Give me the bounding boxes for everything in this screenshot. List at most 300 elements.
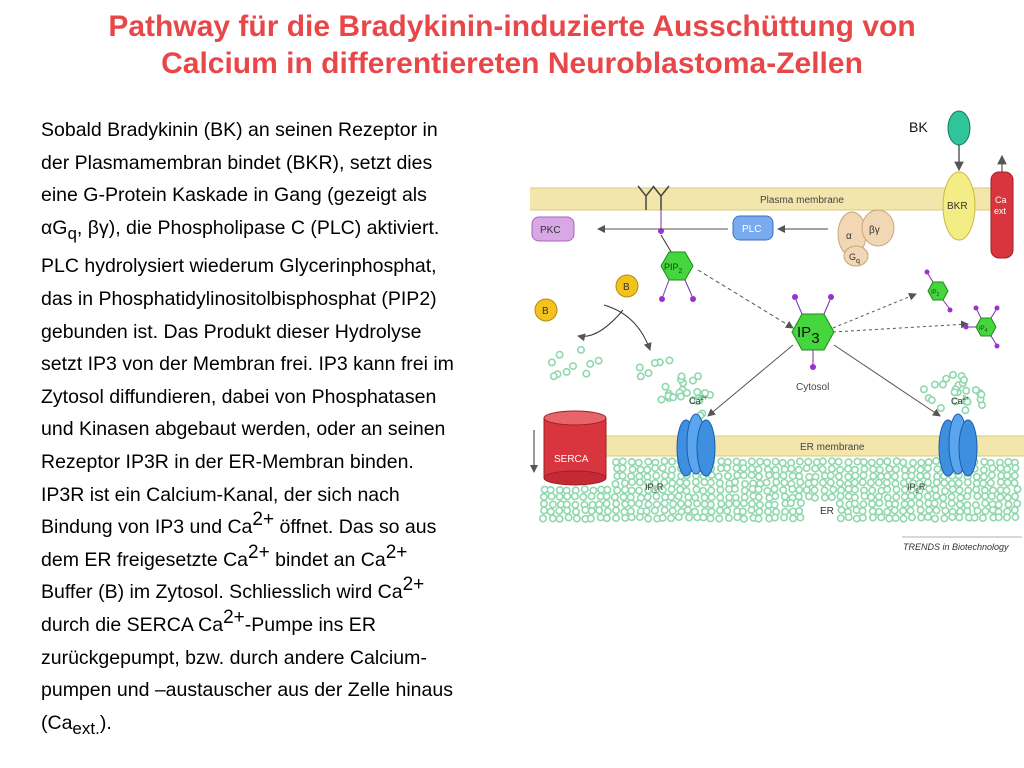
- calcium-ion-dot: [870, 466, 876, 472]
- plc-label: PLC: [742, 224, 762, 235]
- calcium-ion-dot: [845, 459, 851, 465]
- calcium-ion-dot: [1003, 487, 1009, 493]
- calcium-ion-dot: [835, 459, 841, 465]
- calcium-ion-dot: [718, 501, 724, 507]
- calcium-ion-dot: [869, 460, 875, 466]
- calcium-ion-dot: [763, 479, 769, 485]
- calcium-ion-dot: [859, 508, 865, 514]
- gq-subscript: q: [856, 258, 860, 265]
- calcium-ion-dot: [852, 500, 858, 506]
- calcium-ion-dot: [868, 494, 874, 500]
- calcium-ion-dot: [666, 357, 672, 363]
- calcium-ion-dot: [612, 481, 618, 487]
- calcium-ion-dot: [796, 493, 802, 499]
- calcium-ion-dot: [948, 494, 954, 500]
- text-line: setzt IP3 von der Membran frei. IP3 kann frei im: [41, 353, 454, 376]
- calcium-ion-dot: [540, 515, 546, 521]
- text-line: [41, 576, 531, 609]
- calcium-ion-dot: [603, 501, 609, 507]
- calcium-ion-dot: [854, 458, 860, 464]
- text-fragment: , βγ), die Phospholipase C (PLC) aktiviert.: [76, 216, 440, 239]
- calcium-ion-dot: [950, 372, 956, 378]
- slide-title: [0, 8, 1024, 82]
- serca-pump-icon: [544, 411, 606, 485]
- text-line: gebunden ist. Das Produkt dieser Hydrolyse: [41, 320, 422, 343]
- calcium-ion-dot: [942, 488, 948, 494]
- calcium-ion-dot: [547, 487, 553, 493]
- calcium-ion-dot: [869, 487, 875, 493]
- calcium-ion-dot: [978, 391, 984, 397]
- calcium-ion-dot: [931, 500, 937, 506]
- calcium-ion-dot: [811, 479, 817, 485]
- alpha-label: α: [846, 231, 852, 242]
- calcium-ion-dot: [837, 467, 843, 473]
- calcium-ion-dot: [908, 493, 914, 499]
- title-line-1: Pathway für die Bradykinin-induzierte Ausschüttung von: [108, 10, 916, 43]
- calcium-ion-dot: [566, 514, 572, 520]
- calcium-ion-dot: [860, 515, 866, 521]
- calcium-ion-dot: [820, 480, 826, 486]
- calcium-ion-dot: [677, 486, 683, 492]
- text-line: der Plasmamembran bindet (BKR), setzt dies: [41, 151, 433, 174]
- calcium-ion-dot: [757, 502, 763, 508]
- calcium-ion-dot: [701, 479, 707, 485]
- calcium-ion-dot: [828, 472, 834, 478]
- calcium-ion-dot: [622, 501, 628, 507]
- calcium-ion-dot: [1004, 514, 1010, 520]
- bradykinin-icon: [948, 111, 970, 145]
- subscript: q: [67, 223, 77, 243]
- calcium-ion-dot: [595, 358, 601, 364]
- calcium-ion-dot: [637, 479, 643, 485]
- calcium-ion-dot: [981, 467, 987, 473]
- calcium-ion-dot: [1012, 465, 1018, 471]
- subscript: ext.: [72, 718, 100, 738]
- text-line: zurückgepumpt, bzw. durch andere Calcium-: [41, 646, 427, 669]
- calcium-ion-dot: [550, 501, 556, 507]
- calcium-ion-dot: [596, 507, 602, 513]
- calcium-ion-dot: [629, 459, 635, 465]
- calcium-ion-dot: [989, 472, 995, 478]
- calcium-ion-dot: [708, 508, 714, 514]
- calcium-ion-dot: [811, 487, 817, 493]
- calcium-ion-dot: [637, 514, 643, 520]
- calcium-ion-dot: [829, 458, 835, 464]
- calcium-ion-dot: [845, 486, 851, 492]
- calcium-ion-dot: [619, 473, 625, 479]
- calcium-ion-dot: [886, 501, 892, 507]
- calcium-ion-dot: [636, 500, 642, 506]
- calcium-ion-dot: [742, 481, 748, 487]
- calcium-ion-dot: [886, 466, 892, 472]
- calcium-ion-dot: [556, 493, 562, 499]
- ca-ext-label: Ca: [995, 195, 1007, 205]
- calcium-ion-dot: [790, 515, 796, 521]
- calcium-ion-dot: [861, 459, 867, 465]
- calcium-ion-dot: [589, 508, 595, 514]
- calcium-ion-dot: [771, 502, 777, 508]
- calcium-ion-dot: [693, 486, 699, 492]
- calcium-ion-dot: [733, 465, 739, 471]
- calcium-ion-dot: [613, 501, 619, 507]
- calcium-ion-dot: [717, 487, 723, 493]
- calcium-ion-dot: [652, 507, 658, 513]
- calcium-ion-dot: [570, 363, 576, 369]
- calcium-ion-dot: [605, 508, 611, 514]
- calcium-ion-dot: [741, 516, 747, 522]
- calcium-ion-dot: [788, 466, 794, 472]
- calcium-ion-dot: [884, 509, 890, 515]
- calcium-ion-dot: [652, 465, 658, 471]
- calcium-ion-dot: [837, 493, 843, 499]
- calcium-ion-dot: [884, 458, 890, 464]
- calcium-ion-dot: [916, 500, 922, 506]
- calcium-ion-dot: [716, 473, 722, 479]
- calcium-ion-dot: [734, 514, 740, 520]
- calcium-ion-dot: [894, 458, 900, 464]
- calcium-ion-dot: [717, 507, 723, 513]
- calcium-ion-dot: [870, 473, 876, 479]
- calcium-ion-dot: [893, 466, 899, 472]
- ca2-right-sup: 2+: [962, 396, 970, 402]
- calcium-ion-dot: [1005, 495, 1011, 501]
- calcium-ion-dot: [781, 514, 787, 520]
- ip3r-left-text: IP: [645, 482, 654, 492]
- calcium-ion-dot: [772, 514, 778, 520]
- calcium-ion-dot: [588, 515, 594, 521]
- calcium-ion-dot: [790, 508, 796, 514]
- text-line: [41, 212, 531, 251]
- calcium-ion-dot: [716, 515, 722, 521]
- calcium-ion-dot: [1012, 514, 1018, 520]
- cytosol-calcium-dots: [549, 347, 986, 419]
- calcium-ion-dot: [733, 458, 739, 464]
- calcium-ion-dot: [892, 501, 898, 507]
- calcium-ion-dot: [742, 488, 748, 494]
- calcium-ion-dot: [901, 501, 907, 507]
- calcium-ion-dot: [822, 494, 828, 500]
- calcium-ion-dot: [755, 516, 761, 522]
- calcium-ion-dot: [658, 396, 664, 402]
- ca-ext-label-2: ext: [994, 206, 1007, 216]
- calcium-ion-dot: [941, 480, 947, 486]
- calcium-ion-dot: [893, 494, 899, 500]
- calcium-ion-dot: [620, 458, 626, 464]
- calcium-ion-dot: [956, 514, 962, 520]
- calcium-ion-dot: [548, 509, 554, 515]
- calcium-ion-dot: [910, 460, 916, 466]
- calcium-ion-dot: [868, 480, 874, 486]
- calcium-ion-dot: [1004, 466, 1010, 472]
- calcium-ion-dot: [580, 494, 586, 500]
- calcium-ion-dot: [837, 500, 843, 506]
- calcium-ion-dot: [629, 466, 635, 472]
- calcium-ion-dot: [755, 486, 761, 492]
- calcium-ion-dot: [772, 493, 778, 499]
- calcium-ion-dot: [796, 467, 802, 473]
- calcium-ion-dot: [644, 467, 650, 473]
- calcium-ion-dot: [974, 480, 980, 486]
- calcium-ion-dot: [876, 500, 882, 506]
- calcium-ion-dot: [940, 495, 946, 501]
- calcium-ion-dot: [892, 507, 898, 513]
- calcium-ion-dot: [645, 494, 651, 500]
- text-fragment: ).: [99, 711, 112, 734]
- calcium-ion-dot: [683, 488, 689, 494]
- calcium-ion-dot: [918, 460, 924, 466]
- ca2-label-left: [689, 396, 708, 406]
- calcium-ion-dot: [980, 515, 986, 521]
- ip2-text: IP: [931, 290, 937, 296]
- text-line: PLC hydrolysiert wiederum Glycerinphosphat,: [41, 255, 437, 278]
- calcium-ion-dot: [766, 472, 772, 478]
- calcium-ion-dot: [670, 501, 676, 507]
- ca2-left-sup: 2+: [700, 396, 708, 402]
- calcium-ion-dot: [797, 479, 803, 485]
- calcium-ion-dot: [725, 473, 731, 479]
- calcium-ion-dot: [1005, 501, 1011, 507]
- calcium-ion-dot: [694, 500, 700, 506]
- calcium-ion-dot: [828, 479, 834, 485]
- calcium-ion-dot: [929, 397, 935, 403]
- calcium-ion-dot: [852, 480, 858, 486]
- text-fragment: αG: [41, 216, 68, 239]
- text-line: und Kinasen abgebaut werden, oder an seinen: [41, 418, 446, 441]
- calcium-ion-dot: [645, 515, 651, 521]
- calcium-ion-dot: [756, 509, 762, 515]
- calcium-ion-dot: [909, 514, 915, 520]
- calcium-ion-dot: [541, 494, 547, 500]
- calcium-ion-dot: [701, 495, 707, 501]
- calcium-ion-dot: [892, 473, 898, 479]
- calcium-ion-dot: [933, 507, 939, 513]
- calcium-ion-dot: [563, 369, 569, 375]
- bk-label: BK: [909, 119, 928, 135]
- calcium-ion-dot: [933, 458, 939, 464]
- calcium-ion-dot: [934, 479, 940, 485]
- calcium-ion-dot: [771, 486, 777, 492]
- calcium-ion-dot: [837, 480, 843, 486]
- calcium-ion-dot: [637, 467, 643, 473]
- calcium-ion-dot: [604, 515, 610, 521]
- calcium-ion-dot: [804, 487, 810, 493]
- calcium-ion-dot: [982, 493, 988, 499]
- calcium-ion-dot: [925, 479, 931, 485]
- calcium-ion-dot: [717, 480, 723, 486]
- calcium-ion-dot: [677, 479, 683, 485]
- calcium-ion-dot: [908, 473, 914, 479]
- calcium-ion-dot: [717, 494, 723, 500]
- calcium-ion-dot: [765, 508, 771, 514]
- calcium-ion-dot: [885, 495, 891, 501]
- calcium-ion-dot: [918, 514, 924, 520]
- calcium-ion-dot: [748, 507, 754, 513]
- calcium-ion-dot: [876, 480, 882, 486]
- ca2-left-text: Ca: [689, 396, 701, 406]
- calcium-ion-dot: [550, 515, 556, 521]
- calcium-ion-dot: [637, 364, 643, 370]
- calcium-ion-dot: [694, 389, 700, 395]
- superscript: 2+: [223, 606, 245, 628]
- calcium-ion-dot: [932, 486, 938, 492]
- ip4-subscript: 4: [984, 328, 988, 334]
- calcium-ion-dot: [932, 381, 938, 387]
- calcium-ion-dot: [782, 466, 788, 472]
- calcium-ion-dot: [614, 487, 620, 493]
- calcium-ion-dot: [726, 501, 732, 507]
- calcium-ion-dot: [974, 493, 980, 499]
- text-fragment: (Ca: [41, 711, 73, 734]
- calcium-ion-dot: [660, 515, 666, 521]
- calcium-ion-dot: [685, 500, 691, 506]
- calcium-ion-dot: [836, 473, 842, 479]
- calcium-ion-dot: [852, 473, 858, 479]
- calcium-ion-dot: [780, 472, 786, 478]
- calcium-ion-dot: [645, 459, 651, 465]
- calcium-ion-dot: [884, 473, 890, 479]
- calcium-ion-dot: [662, 472, 668, 478]
- calcium-ion-dot: [933, 493, 939, 499]
- calcium-ion-dot: [573, 509, 579, 515]
- source-credit: TRENDS in Biotechnology: [903, 542, 1009, 552]
- calcium-ion-dot: [749, 466, 755, 472]
- calcium-ion-dot: [613, 507, 619, 513]
- calcium-ion-dot: [1004, 472, 1010, 478]
- calcium-ion-dot: [1012, 507, 1018, 513]
- calcium-ion-dot: [893, 515, 899, 521]
- calcium-ion-dot: [877, 467, 883, 473]
- calcium-ion-dot: [981, 459, 987, 465]
- calcium-ion-dot: [943, 376, 949, 382]
- calcium-ion-dot: [572, 493, 578, 499]
- calcium-ion-dot: [820, 458, 826, 464]
- calcium-ion-dot: [668, 486, 674, 492]
- calcium-ion-dot: [733, 500, 739, 506]
- calcium-ion-dot: [772, 459, 778, 465]
- calcium-ion-dot: [900, 459, 906, 465]
- ip3r-right-sub: 3: [915, 489, 919, 495]
- calcium-ion-dot: [838, 515, 844, 521]
- calcium-ion-dot: [652, 360, 658, 366]
- calcium-ion-dot: [797, 458, 803, 464]
- calcium-ion-dot: [845, 466, 851, 472]
- calcium-ion-dot: [917, 473, 923, 479]
- calcium-ion-dot: [830, 486, 836, 492]
- calcium-ion-dot: [707, 515, 713, 521]
- calcium-ion-dot: [700, 514, 706, 520]
- calcium-ion-dot: [949, 500, 955, 506]
- calcium-ion-dot: [587, 361, 593, 367]
- ip3-receptor-left-icon: [677, 414, 715, 476]
- calcium-ion-dot: [726, 494, 732, 500]
- calcium-ion-dot: [556, 508, 562, 514]
- calcium-ion-dot: [957, 501, 963, 507]
- text-fragment: dem ER freigesetzte Ca: [41, 548, 249, 571]
- calcium-ion-dot: [732, 486, 738, 492]
- calcium-ion-dot: [643, 508, 649, 514]
- ip3r-right-r: R: [918, 482, 926, 492]
- calcium-ion-dot: [1014, 486, 1020, 492]
- pip2-subscript: 2: [678, 268, 683, 275]
- pip2-text: PIP: [664, 262, 679, 272]
- calcium-ion-dot: [870, 514, 876, 520]
- calcium-ion-dot: [956, 480, 962, 486]
- text-fragment: Bindung von IP3 und Ca: [41, 516, 253, 539]
- calcium-ion-dot: [860, 501, 866, 507]
- calcium-ion-dot: [996, 502, 1002, 508]
- calcium-ion-dot: [589, 502, 595, 508]
- calcium-ion-dot: [662, 384, 668, 390]
- calcium-ion-dot: [964, 493, 970, 499]
- text-line: das in Phosphatidylinositolbisphosphat (PIP2): [41, 287, 437, 310]
- calcium-ion-dot: [670, 394, 676, 400]
- calcium-ion-dot: [998, 479, 1004, 485]
- calcium-ion-dot: [755, 466, 761, 472]
- calcium-ion-dot: [564, 508, 570, 514]
- calcium-ion-dot: [956, 487, 962, 493]
- calcium-ion-dot: [796, 508, 802, 514]
- calcium-ion-dot: [598, 514, 604, 520]
- calcium-ion-dot: [878, 514, 884, 520]
- text-fragment: bindet an Ca: [269, 548, 386, 571]
- calcium-ion-dot: [629, 479, 635, 485]
- calcium-ion-dot: [942, 508, 948, 514]
- calcium-ion-dot: [578, 347, 584, 353]
- calcium-ion-dot: [925, 465, 931, 471]
- calcium-ion-dot: [838, 507, 844, 513]
- calcium-ion-dot: [965, 479, 971, 485]
- calcium-ion-dot: [974, 474, 980, 480]
- calcium-ion-dot: [676, 514, 682, 520]
- calcium-ion-dot: [981, 474, 987, 480]
- calcium-ion-dot: [782, 493, 788, 499]
- calcium-ion-dot: [628, 514, 634, 520]
- calcium-ion-dot: [686, 514, 692, 520]
- calcium-ion-dot: [653, 473, 659, 479]
- calcium-ion-dot: [860, 472, 866, 478]
- calcium-ion-dot: [925, 514, 931, 520]
- calcium-ion-dot: [676, 493, 682, 499]
- calcium-ion-dot: [574, 515, 580, 521]
- calcium-ion-dot: [1014, 501, 1020, 507]
- calcium-ion-dot: [749, 458, 755, 464]
- gq-text: G: [849, 252, 857, 262]
- calcium-ion-dot: [941, 515, 947, 521]
- calcium-ion-dot: [949, 514, 955, 520]
- betagamma-label: βγ: [869, 225, 880, 236]
- calcium-ion-dot: [628, 500, 634, 506]
- calcium-ion-dot: [846, 493, 852, 499]
- calcium-ion-dot: [1012, 493, 1018, 499]
- calcium-ion-dot: [622, 515, 628, 521]
- calcium-ion-dot: [757, 459, 763, 465]
- calcium-pathway-diagram: [528, 100, 1024, 560]
- er-membrane-label: ER membrane: [800, 442, 865, 453]
- calcium-ion-dot: [796, 487, 802, 493]
- calcium-ion-dot: [902, 467, 908, 473]
- calcium-ion-dot: [541, 507, 547, 513]
- calcium-ion-dot: [917, 507, 923, 513]
- calcium-ion-dot: [926, 507, 932, 513]
- calcium-ion-dot: [622, 487, 628, 493]
- calcium-ion-dot: [1011, 480, 1017, 486]
- ip3r-left-sub: 3: [653, 489, 657, 495]
- calcium-ion-dot: [846, 514, 852, 520]
- pkc-label: PKC: [540, 225, 561, 236]
- calcium-ion-dot: [973, 486, 979, 492]
- calcium-ion-dot: [804, 465, 810, 471]
- calcium-ion-dot: [726, 515, 732, 521]
